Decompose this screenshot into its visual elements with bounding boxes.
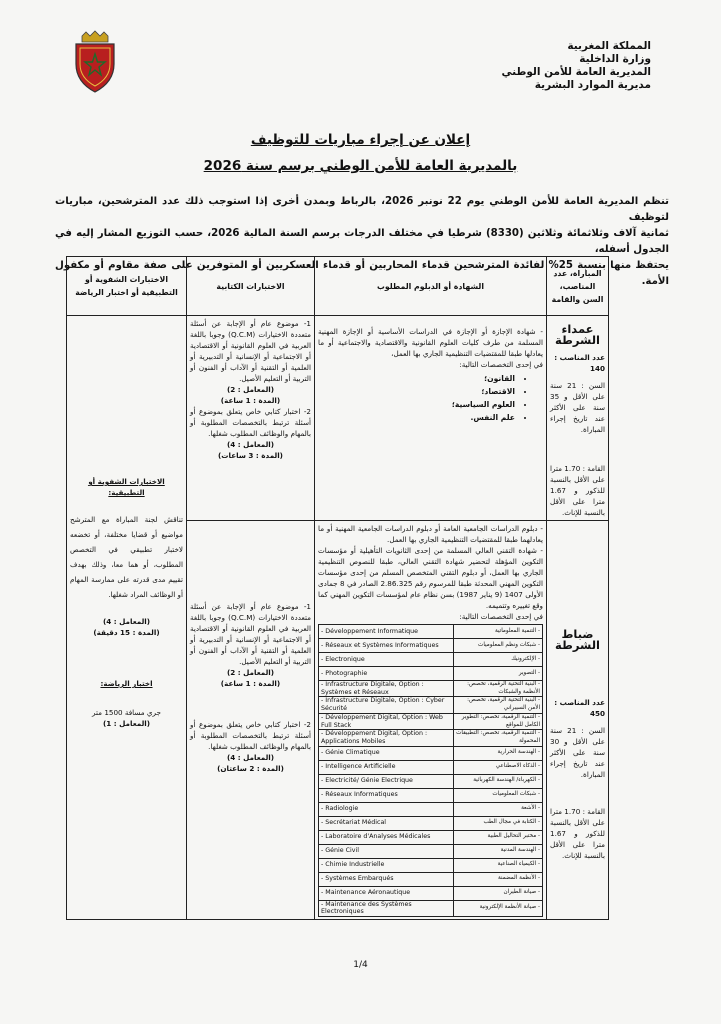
specialty-ar: - الهندسة المدنية bbox=[453, 844, 542, 858]
header-diploma: الشهادة أو الدبلوم المطلوب bbox=[315, 257, 547, 316]
oral-duration: (المدة : 15 دقيقة) bbox=[93, 628, 160, 637]
specialties-intro: في إحدى التخصصات التالية: bbox=[459, 360, 543, 369]
header-oral: الاختبارات الشفوية أو التطبيقية أو اختبار الرياضة bbox=[67, 257, 187, 316]
header-line-kingdom: المملكة المغربية bbox=[567, 40, 651, 52]
written-test-2: 2- اختبار كتابي خاص يتعلق بموضوع أو أسئلة ترتبط بالتخصصات المطلوبة أو بالمهام والوظائف المطلوب شغلها. bbox=[190, 407, 311, 438]
specialty-fr: - Infrastructure Digitale, Option : Cyber Sécurité bbox=[319, 697, 454, 713]
age-requirement: السن : 21 سنة على الأقل و 35 سنة على الأكثر عند تاريخ إجراء المباراة. bbox=[550, 381, 605, 434]
list-item: • الاقتصاد؛ bbox=[318, 385, 515, 398]
sport-text: جري مسافة 1500 متر bbox=[92, 708, 161, 717]
specialty-row bbox=[319, 760, 543, 774]
written-test-1: 1- موضوع عام أو الإجابة عن أسئلة متعددة الاختيارات (Q.C.M) وجوبا باللغة العربية في العلوم القانونية أو الاقتصادية أو الاجتماعية أو الإنسانية أو التدبيرية أو العلمية أو التقنية أو الآداب أو الفنون أو التربية أو التعليم الأصيل. bbox=[190, 319, 311, 383]
header-written: الاختبارات الكتابية bbox=[187, 257, 315, 316]
specialty-row bbox=[319, 713, 543, 729]
specialty-ar: - الكتابة في مجال الطب bbox=[453, 816, 542, 830]
specialty-ar: - الكيمياء الصناعية bbox=[453, 858, 542, 872]
list-item: • علم النفس. bbox=[318, 411, 515, 424]
specialty-fr: - Systèmes Embarqués bbox=[319, 872, 454, 886]
specialty-ar: - شبكات المعلوميات bbox=[453, 788, 542, 802]
oral-cell bbox=[67, 316, 187, 920]
table-row bbox=[67, 316, 609, 521]
oral-coef: (المعامل : 4) bbox=[102, 617, 151, 626]
header-line-hr: مديرية الموارد البشرية bbox=[534, 79, 651, 91]
specialty-ar: - التنمية الرقمية، تخصص: التطوير الكامل للمواقع bbox=[453, 713, 542, 729]
written-duration-1: (المدة : 1 ساعة) bbox=[220, 396, 281, 405]
posts-count: عدد المناصب : 140 bbox=[554, 353, 605, 373]
list-item: • العلوم السياسية؛ bbox=[318, 398, 515, 411]
specialty-ar: - الهندسة الحرارية bbox=[453, 746, 542, 760]
posts-count: عدد المناصب : 450 bbox=[554, 698, 605, 718]
written-coef-2: (المعامل : 4) bbox=[226, 440, 275, 449]
written-coef-1: (المعامل : 2) bbox=[226, 385, 275, 394]
specialty-row bbox=[319, 730, 543, 746]
specialty-fr: - Secrétariat Médical bbox=[319, 816, 454, 830]
specialty-ar: - الأشعة bbox=[453, 802, 542, 816]
exam-name: ضباط الشرطة bbox=[555, 627, 600, 652]
specialty-row bbox=[319, 802, 543, 816]
specialty-fr: - Chimie Industrielle bbox=[319, 858, 454, 872]
sport-coef: (المعامل : 1) bbox=[102, 719, 151, 728]
specialty-row bbox=[319, 653, 543, 667]
exam-cell-commissaires bbox=[547, 316, 609, 521]
specialty-fr: - Génie Climatique bbox=[319, 746, 454, 760]
specialty-ar: - مختبر التحاليل الطبية bbox=[453, 830, 542, 844]
written-test-1: 1- موضوع عام أو الإجابة عن أسئلة متعددة الاختيارات (Q.C.M) وجوبا باللغة العربية في العلوم القانونية أو الاقتصادية أو الاجتماعية أو الإنسانية أو التدبيرية أو العلمية أو التقنية أو الآداب أو الفنون أو التربية أو التعليم الأصيل. bbox=[190, 602, 311, 666]
specialty-fr: - Infrastructure Digitale, Option : Systèmes et Réseaux bbox=[319, 681, 454, 697]
specialty-fr: - Développement Digital, Option : Web Full Stack bbox=[319, 713, 454, 729]
specialty-fr: - Intelligence Artificielle bbox=[319, 760, 454, 774]
written-test-2: 2- اختبار كتابي خاص يتعلق بموضوع أو أسئلة ترتبط بالتخصصات المطلوبة أو بالمهام والوظائف المطلوب شغلها. bbox=[190, 720, 311, 751]
exam-name: عمداء الشرطة bbox=[555, 322, 600, 347]
specialty-ar: - البنية التحتية الرقمية، تخصص: الأنظمة والشبكات bbox=[453, 681, 542, 697]
specialty-ar: - التنمية الرقمية، تخصص: التطبيقات المحمولة bbox=[453, 730, 542, 746]
specialty-ar: - الأنظمة المضمنة bbox=[453, 872, 542, 886]
written-duration-2: (المدة : 3 ساعات) bbox=[218, 451, 283, 460]
specialty-row bbox=[319, 816, 543, 830]
specialty-ar: - شبكات ونظم المعلوميات bbox=[453, 639, 542, 653]
intro-line-3: يحتفظ منها بنسبة 25% لفائدة المترشحين قدماء المحاربين أو قدماء العسكريين أو المتوفرين على صفة مقاوم أو مكفول الأمة. bbox=[55, 260, 669, 287]
specialty-fr: - Photographie bbox=[319, 667, 454, 681]
height-requirement: القامة : 1.70 مترا على الأقل بالنسبة للذكور و 1.67 مترا على الأقل بالنسبة للإناث. bbox=[549, 464, 605, 517]
specialty-row bbox=[319, 788, 543, 802]
header-line-directorate: المديرية العامة للأمن الوطني bbox=[501, 66, 651, 78]
specialty-fr: - Génie Civil bbox=[319, 844, 454, 858]
specialty-fr: - Electronique bbox=[319, 653, 454, 667]
specialty-row bbox=[319, 886, 543, 900]
specialty-fr: - Maintenance des Systèmes Electroniques bbox=[319, 900, 454, 916]
header-line-ministry: وزارة الداخلية bbox=[579, 53, 651, 65]
specialties-table bbox=[318, 624, 543, 917]
specialty-row bbox=[319, 639, 543, 653]
specialty-ar: - صيانة الأنظمة الإلكترونية bbox=[453, 900, 542, 916]
announcement-title: إعلان عن إجراء مباريات للتوظيف bbox=[250, 132, 471, 148]
diploma-cell-commissaires bbox=[315, 316, 547, 521]
ministry-header bbox=[502, 40, 651, 92]
specialty-fr: - Radiologie bbox=[319, 802, 454, 816]
oral-text: تناقش لجنة المباراة مع المترشح مواضيع أو قضايا مختلفة، أو تخضعه لاختبار تطبيقي في التخصص المطلوب، أو هما معا، وذلك بهدف تقييم مدى قدرته على ممارسة المهام أو الوظائف المراد شغلها. bbox=[70, 515, 183, 599]
written-cell-officiers bbox=[187, 521, 315, 920]
specialties-list bbox=[318, 372, 515, 424]
specialty-row bbox=[319, 844, 543, 858]
exam-cell-officiers bbox=[547, 521, 609, 920]
written-duration-2: (المدة : 2 ساعتان) bbox=[217, 764, 284, 773]
written-cell-commissaires bbox=[187, 316, 315, 521]
header-exam: المباراة، عدد المناصب، السن والقامة bbox=[547, 257, 609, 316]
specialty-row bbox=[319, 872, 543, 886]
specialties-intro: في إحدى التخصصات التالية: bbox=[459, 612, 543, 621]
announcement-subtitle: بالمديرية العامة للأمن الوطني برسم سنة 2026 bbox=[203, 158, 518, 174]
specialty-ar: - صيانة الطيران bbox=[453, 886, 542, 900]
diploma-text-2: - شهادة التقني العالي المسلمة من إحدى الثانويات التأهيلية أو مؤسسات التكوين المؤهلة لتحضير شهادة التقني العالي، طبقا للنصوص التنظيمية الجاري بها العمل، أو دبلوم التقني المتخصص المسلم من إحدى مؤسسات التكوين المهني المحدثة طبقا للمرسوم رقم 2.86.325 الصادر في 8 جمادى الأولى 1407 (9 يناير 1987) بسن نظام عام لمؤسسات التكوين المهني كما وقع تغييره وتتميمه. bbox=[318, 546, 543, 610]
specialty-fr: - Maintenance Aéronautique bbox=[319, 886, 454, 900]
specialty-row bbox=[319, 774, 543, 788]
specialty-ar: - التنمية المعلوماتية bbox=[453, 625, 542, 639]
specialty-fr: - Développement Digital, Option : Applications Mobiles bbox=[319, 730, 454, 746]
written-duration-1: (المدة : 1 ساعة) bbox=[220, 679, 281, 688]
table-header-row bbox=[67, 257, 609, 316]
recruitment-table bbox=[66, 256, 609, 920]
specialty-row bbox=[319, 830, 543, 844]
specialty-fr: - Développement Informatique bbox=[319, 625, 454, 639]
specialty-ar: - الذكاء الاصطناعي bbox=[453, 760, 542, 774]
oral-title: الاختبارات الشفوية أو التطبيقية: bbox=[88, 477, 165, 497]
specialty-fr: - Electricité/ Génie Electrique bbox=[319, 774, 454, 788]
specialty-ar: - التصوير bbox=[453, 667, 542, 681]
diploma-text: - شهادة الإجازة أو الإجازة في الدراسات الأساسية أو الإجازة المهنية المسلمة من طرف كليات العلوم القانونية والاقتصادية والاجتماعية أو ما يعادلها طبقا للمقتضيات التنظيمية الجاري بها العمل، bbox=[318, 327, 543, 358]
specialty-ar: - الكهرباء/ الهندسة الكهربائية bbox=[453, 774, 542, 788]
specialty-ar: - الإلكترونيك bbox=[453, 653, 542, 667]
police-emblem-logo bbox=[72, 30, 118, 94]
specialty-row bbox=[319, 697, 543, 713]
specialty-row bbox=[319, 667, 543, 681]
sport-title: اختبار الرياضة: bbox=[100, 679, 153, 688]
specialty-fr: - Laboratoire d'Analyses Médicales bbox=[319, 830, 454, 844]
specialty-ar: - البنية التحتية الرقمية، تخصص: الأمن السيبراني bbox=[453, 697, 542, 713]
list-item: • القانون؛ bbox=[318, 372, 515, 385]
specialty-row bbox=[319, 746, 543, 760]
diploma-cell-officiers bbox=[315, 521, 547, 920]
height-requirement: القامة : 1.70 مترا على الأقل بالنسبة للذكور و 1.67 مترا على الأقل بالنسبة للإناث. bbox=[549, 807, 605, 860]
written-coef-1: (المعامل : 2) bbox=[226, 668, 275, 677]
specialty-row bbox=[319, 900, 543, 916]
specialty-fr: - Réseaux Informatiques bbox=[319, 788, 454, 802]
page-number: 1/4 bbox=[353, 960, 368, 970]
written-coef-2: (المعامل : 4) bbox=[226, 753, 275, 762]
specialty-row bbox=[319, 858, 543, 872]
age-requirement: السن : 21 سنة على الأقل و 30 سنة على الأكثر عند تاريخ إجراء المباراة. bbox=[550, 726, 605, 779]
intro-line-1: تنظم المديرية العامة للأمن الوطني يوم 22 نونبر 2026، بالرباط وبمدن أخرى إذا استوجب ذلك عدد المترشحين، مباريات لتوظيف bbox=[55, 196, 669, 223]
specialty-row bbox=[319, 625, 543, 639]
diploma-text-1: - دبلوم الدراسات الجامعية العامة أو دبلوم الدراسات الجامعية المهنية أو ما يعادلهما طبقا للمقتضيات التنظيمية الجاري بها العمل. bbox=[318, 524, 543, 544]
specialty-fr: - Réseaux et Systèmes Informatiques bbox=[319, 639, 454, 653]
intro-line-2: ثمانية آلاف وثلاثمائة وثلاثين (8330) شرطيا في مختلف الدرجات برسم السنة المالية 2026، حسب التوزيع المشار إليه في الجدول أسفله، bbox=[55, 228, 669, 255]
specialty-row bbox=[319, 681, 543, 697]
